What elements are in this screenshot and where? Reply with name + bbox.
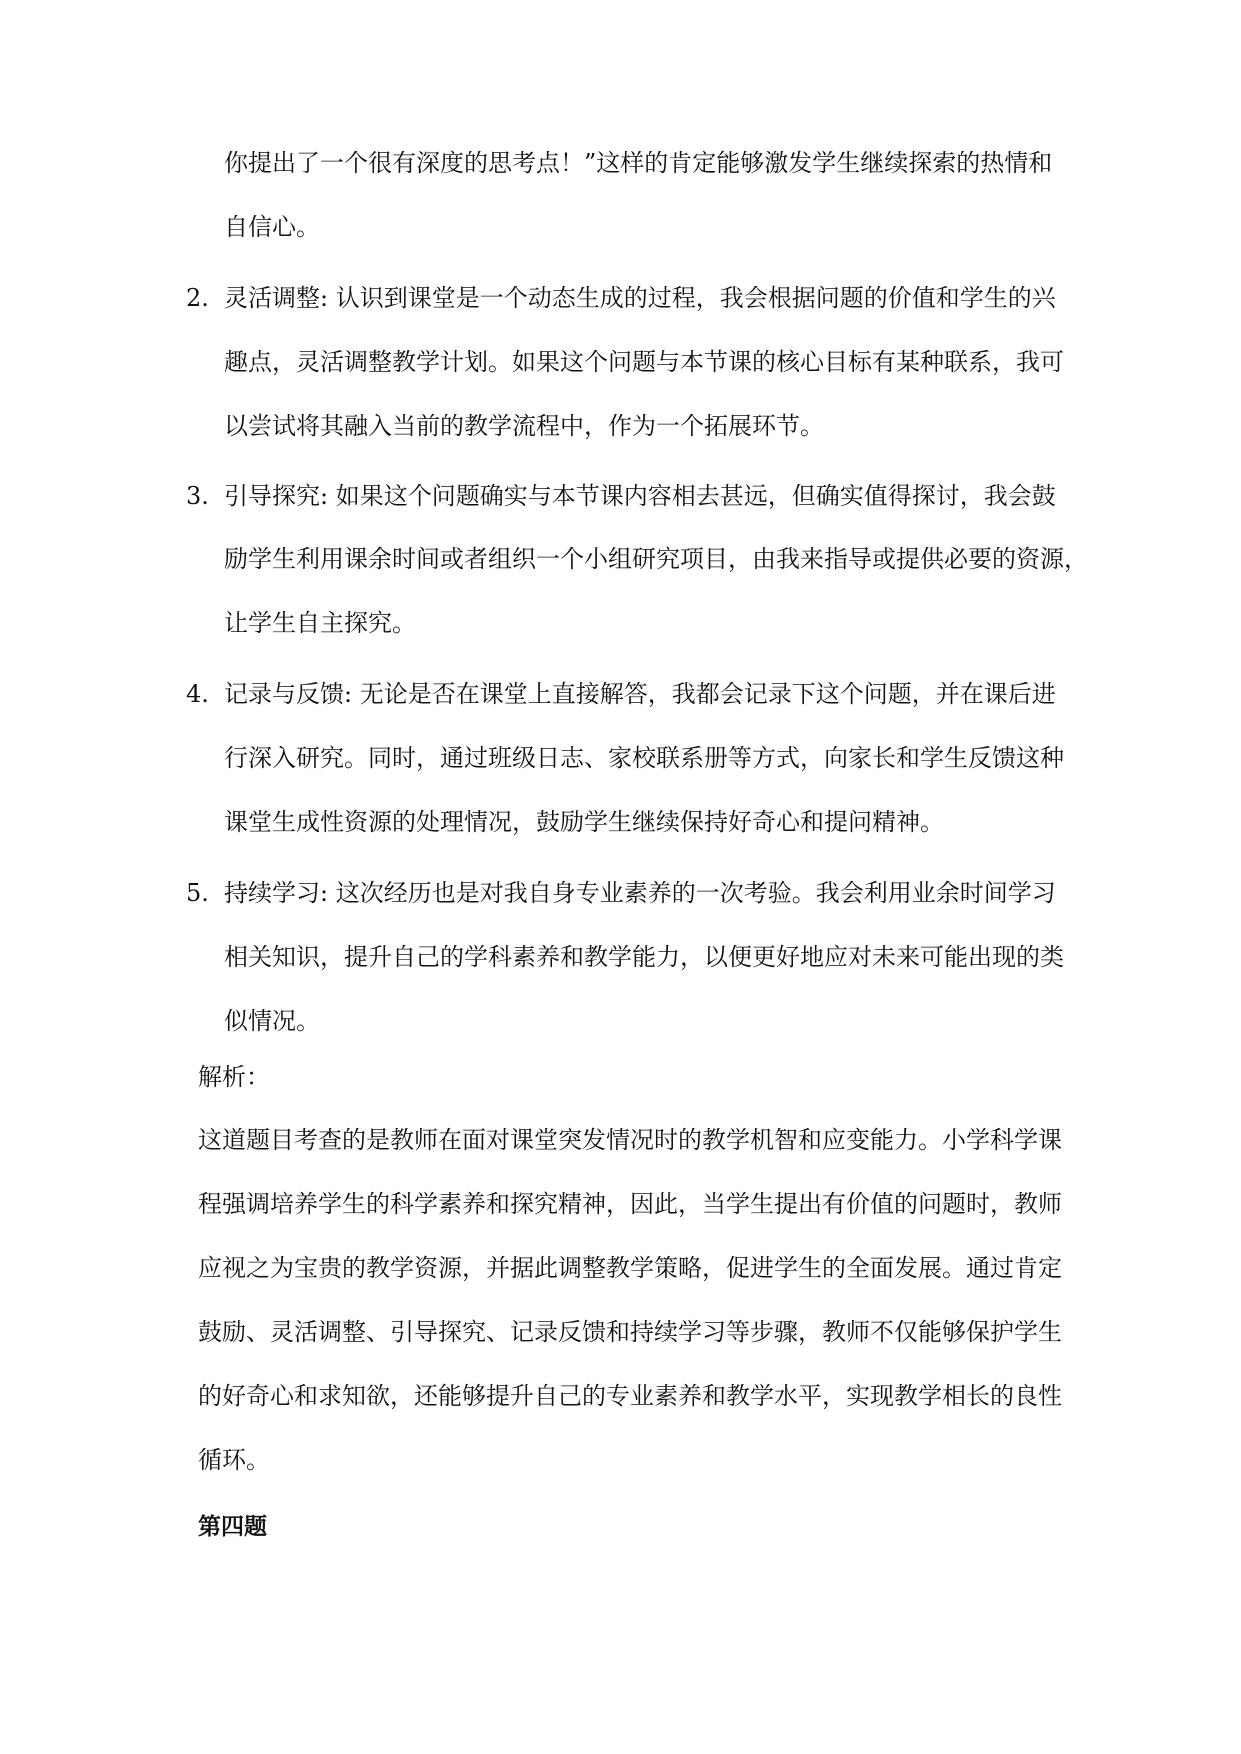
item-4-number: 4. xyxy=(186,680,209,708)
analysis-line-2: 程强调培养学生的科学素养和探究精神，因此，当学生提出有价值的问题时，教师 xyxy=(198,1190,1062,1218)
analysis-line-5: 的好奇心和求知欲，还能够提升自己的专业素养和教学水平，实现教学相长的良性 xyxy=(198,1382,1062,1410)
item-3-line-2: 励学生利用课余时间或者组织一个小组研究项目，由我来指导或提供必要的资源， xyxy=(224,545,1088,573)
item-2-line-2: 趣点，灵活调整教学计划。如果这个问题与本节课的核心目标有某种联系，我可 xyxy=(224,348,1064,376)
section-heading: 第四题 xyxy=(198,1514,267,1540)
analysis-line-4: 鼓励、灵活调整、引导探究、记录反馈和持续学习等步骤，教师不仅能够保护学生 xyxy=(198,1318,1062,1346)
analysis-line-1: 这道题目考查的是教师在面对课堂突发情况时的教学机智和应变能力。小学科学课 xyxy=(198,1126,1062,1154)
item-2-line-3: 以尝试将其融入当前的教学流程中，作为一个拓展环节。 xyxy=(224,412,824,440)
item-4-line-3: 课堂生成性资源的处理情况，鼓励学生继续保持好奇心和提问精神。 xyxy=(224,808,944,836)
item-5-line-1: 持续学习: 这次经历也是对我自身专业素养的一次考验。我会利用业余时间学习 xyxy=(224,879,1056,907)
item-3-number: 3. xyxy=(186,482,209,510)
item-4-line-2: 行深入研究。同时，通过班级日志、家校联系册等方式，向家长和学生反馈这种 xyxy=(224,744,1064,772)
item-1-line-1: 你提出了一个很有深度的思考点！”这样的肯定能够激发学生继续探索的热情和 xyxy=(224,149,1053,177)
item-3-line-3: 让学生自主探究。 xyxy=(224,609,416,637)
item-4-line-1: 记录与反馈: 无论是否在课堂上直接解答，我都会记录下这个问题，并在课后进 xyxy=(224,680,1056,708)
analysis-label: 解析： xyxy=(198,1063,270,1091)
item-5-line-3: 似情况。 xyxy=(224,1007,320,1035)
analysis-line-6: 循环。 xyxy=(198,1446,270,1474)
item-5-number: 5. xyxy=(186,879,209,907)
item-3-line-1: 引导探究: 如果这个问题确实与本节课内容相去甚远，但确实值得探讨，我会鼓 xyxy=(224,482,1056,510)
item-5-line-2: 相关知识，提升自己的学科素养和教学能力，以便更好地应对未来可能出现的类 xyxy=(224,943,1064,971)
item-2-number: 2. xyxy=(186,284,209,312)
item-1-line-2: 自信心。 xyxy=(224,213,320,241)
analysis-line-3: 应视之为宝贵的教学资源，并据此调整教学策略，促进学生的全面发展。通过肯定 xyxy=(198,1254,1062,1282)
item-2-line-1: 灵活调整: 认识到课堂是一个动态生成的过程，我会根据问题的价值和学生的兴 xyxy=(224,284,1056,312)
